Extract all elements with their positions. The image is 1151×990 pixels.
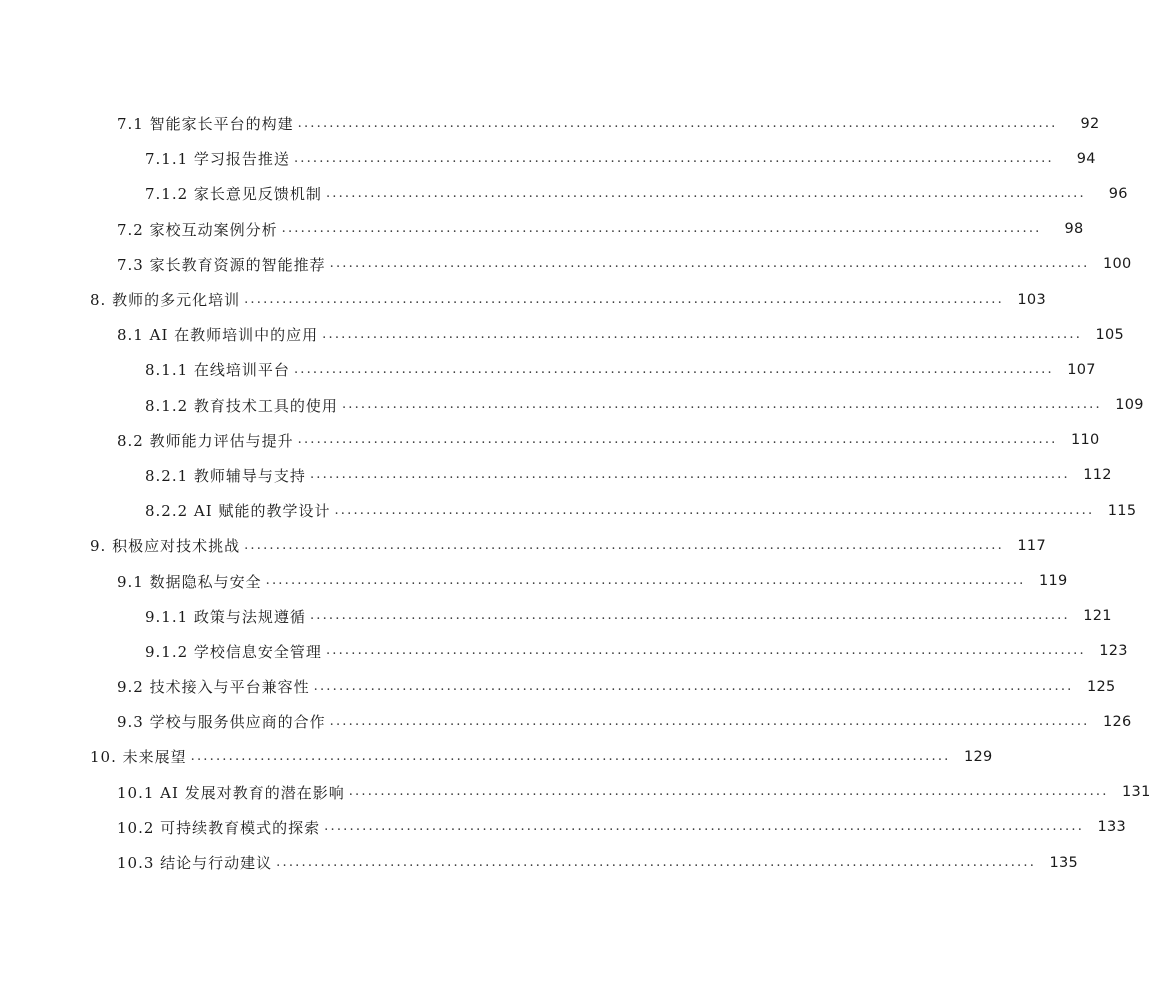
toc-page-number: 92 bbox=[1080, 115, 1100, 132]
dot-leader: ........................................................................................................................ bbox=[325, 185, 1086, 201]
dot-leader: ........................................................................................................................ bbox=[334, 502, 1095, 518]
toc-page-number: 123 bbox=[1099, 643, 1128, 660]
toc-entry-title: 10. 未来展望 bbox=[90, 748, 187, 767]
toc-page-number: 117 bbox=[1017, 537, 1046, 554]
toc-entry-title: 7.1 智能家长平台的构建 bbox=[117, 115, 294, 134]
toc-entry-title: 8.1 AI 在教师培训中的应用 bbox=[117, 326, 319, 345]
dot-leader: ........................................................................................................................ bbox=[329, 713, 1090, 729]
toc-entry-title: 9.1.1 政策与法规遵循 bbox=[145, 607, 306, 626]
dot-leader: ........................................................................................................................ bbox=[309, 608, 1070, 624]
toc-entry-title: 8. 教师的多元化培训 bbox=[90, 291, 241, 310]
toc-page-number: 109 bbox=[1115, 397, 1144, 414]
toc-page-number: 105 bbox=[1095, 326, 1125, 343]
dot-leader: ........................................................................................................................ bbox=[293, 361, 1054, 377]
dot-leader: ........................................................................................................................ bbox=[297, 115, 1058, 131]
dot-leader: ........................................................................................................................ bbox=[324, 819, 1085, 835]
toc-entry[interactable] bbox=[0, 739, 993, 774]
table-of-contents bbox=[0, 106, 1151, 880]
toc-entry[interactable] bbox=[0, 775, 1151, 810]
toc-entry[interactable] bbox=[0, 106, 1100, 141]
toc-entry[interactable] bbox=[0, 212, 1084, 247]
toc-entry-title: 9.3 学校与服务供应商的合作 bbox=[117, 713, 326, 732]
toc-entry-title: 8.2 教师能力评估与提升 bbox=[117, 431, 294, 450]
toc-page-number: 98 bbox=[1064, 221, 1084, 238]
toc-entry[interactable] bbox=[0, 388, 1144, 423]
dot-leader: ........................................................................................................................ bbox=[348, 784, 1109, 800]
toc-entry[interactable] bbox=[0, 352, 1096, 387]
toc-entry[interactable] bbox=[0, 493, 1137, 528]
dot-leader: ........................................................................................................................ bbox=[281, 221, 1042, 237]
toc-entry[interactable] bbox=[0, 423, 1100, 458]
dot-leader: ........................................................................................................................ bbox=[325, 643, 1086, 659]
dot-leader: ........................................................................................................................ bbox=[341, 397, 1102, 413]
toc-entry[interactable] bbox=[0, 810, 1127, 845]
toc-page-number: 107 bbox=[1067, 361, 1096, 378]
toc-entry-title: 10.3 结论与行动建议 bbox=[117, 854, 273, 873]
dot-leader: ........................................................................................................................ bbox=[276, 854, 1037, 870]
toc-page-number: 100 bbox=[1102, 256, 1132, 273]
dot-leader: ........................................................................................................................ bbox=[309, 467, 1070, 483]
toc-page-number: 129 bbox=[963, 748, 993, 765]
dot-leader: ........................................................................................................................ bbox=[297, 432, 1058, 448]
toc-entry[interactable] bbox=[0, 563, 1068, 598]
toc-entry-title: 7.1.2 家长意见反馈机制 bbox=[145, 185, 322, 204]
dot-leader: ........................................................................................................................ bbox=[293, 150, 1054, 166]
toc-entry-title: 9.2 技术接入与平台兼容性 bbox=[117, 678, 310, 697]
toc-page-number: 119 bbox=[1038, 573, 1068, 590]
dot-leader: ........................................................................................................................ bbox=[244, 537, 1004, 553]
toc-page-number: 126 bbox=[1102, 713, 1132, 730]
toc-entry[interactable] bbox=[0, 704, 1132, 739]
toc-entry-title: 10.2 可持续教育模式的探索 bbox=[117, 818, 321, 837]
toc-page-number: 110 bbox=[1070, 432, 1100, 449]
toc-entry-title: 7.1.1 学习报告推送 bbox=[145, 150, 290, 169]
toc-page-number: 131 bbox=[1122, 784, 1151, 801]
toc-entry-title: 7.3 家长教育资源的智能推荐 bbox=[117, 255, 326, 274]
toc-page-number: 94 bbox=[1076, 150, 1096, 167]
toc-entry-title: 9.1.2 学校信息安全管理 bbox=[145, 642, 322, 661]
toc-entry[interactable] bbox=[0, 176, 1128, 211]
toc-entry[interactable] bbox=[0, 282, 1046, 317]
toc-entry-title: 8.2.2 AI 赋能的教学设计 bbox=[145, 502, 331, 521]
toc-entry[interactable] bbox=[0, 845, 1079, 880]
toc-entry[interactable] bbox=[0, 634, 1128, 669]
toc-page-number: 135 bbox=[1049, 854, 1079, 871]
toc-page-number: 125 bbox=[1086, 678, 1116, 695]
toc-page-number: 133 bbox=[1097, 819, 1127, 836]
dot-leader: ........................................................................................................................ bbox=[190, 748, 951, 764]
toc-entry-title: 8.2.1 教师辅导与支持 bbox=[145, 466, 306, 485]
toc-page-number: 103 bbox=[1017, 291, 1046, 308]
toc-entry[interactable] bbox=[0, 599, 1112, 634]
toc-entry-title: 9. 积极应对技术挑战 bbox=[90, 537, 241, 556]
toc-entry[interactable] bbox=[0, 669, 1116, 704]
toc-entry[interactable] bbox=[0, 458, 1112, 493]
toc-entry[interactable] bbox=[0, 528, 1046, 563]
dot-leader: ........................................................................................................................ bbox=[244, 291, 1004, 307]
toc-entry-title: 8.1.2 教育技术工具的使用 bbox=[145, 396, 338, 415]
toc-entry[interactable] bbox=[0, 247, 1132, 282]
toc-page-number: 112 bbox=[1083, 467, 1112, 484]
toc-page-number: 96 bbox=[1108, 185, 1128, 202]
dot-leader: ........................................................................................................................ bbox=[322, 326, 1083, 342]
dot-leader: ........................................................................................................................ bbox=[329, 256, 1090, 272]
toc-entry-title: 8.1.1 在线培训平台 bbox=[145, 361, 290, 380]
toc-page-number: 121 bbox=[1083, 608, 1112, 625]
dot-leader: ........................................................................................................................ bbox=[265, 573, 1026, 589]
dot-leader: ........................................................................................................................ bbox=[313, 678, 1074, 694]
toc-entry[interactable] bbox=[0, 317, 1125, 352]
toc-entry-title: 7.2 家校互动案例分析 bbox=[117, 220, 278, 239]
toc-entry-title: 10.1 AI 发展对教育的潜在影响 bbox=[117, 783, 345, 802]
toc-entry-title: 9.1 数据隐私与安全 bbox=[117, 572, 262, 591]
toc-entry[interactable] bbox=[0, 141, 1096, 176]
toc-page-number: 115 bbox=[1107, 502, 1137, 519]
